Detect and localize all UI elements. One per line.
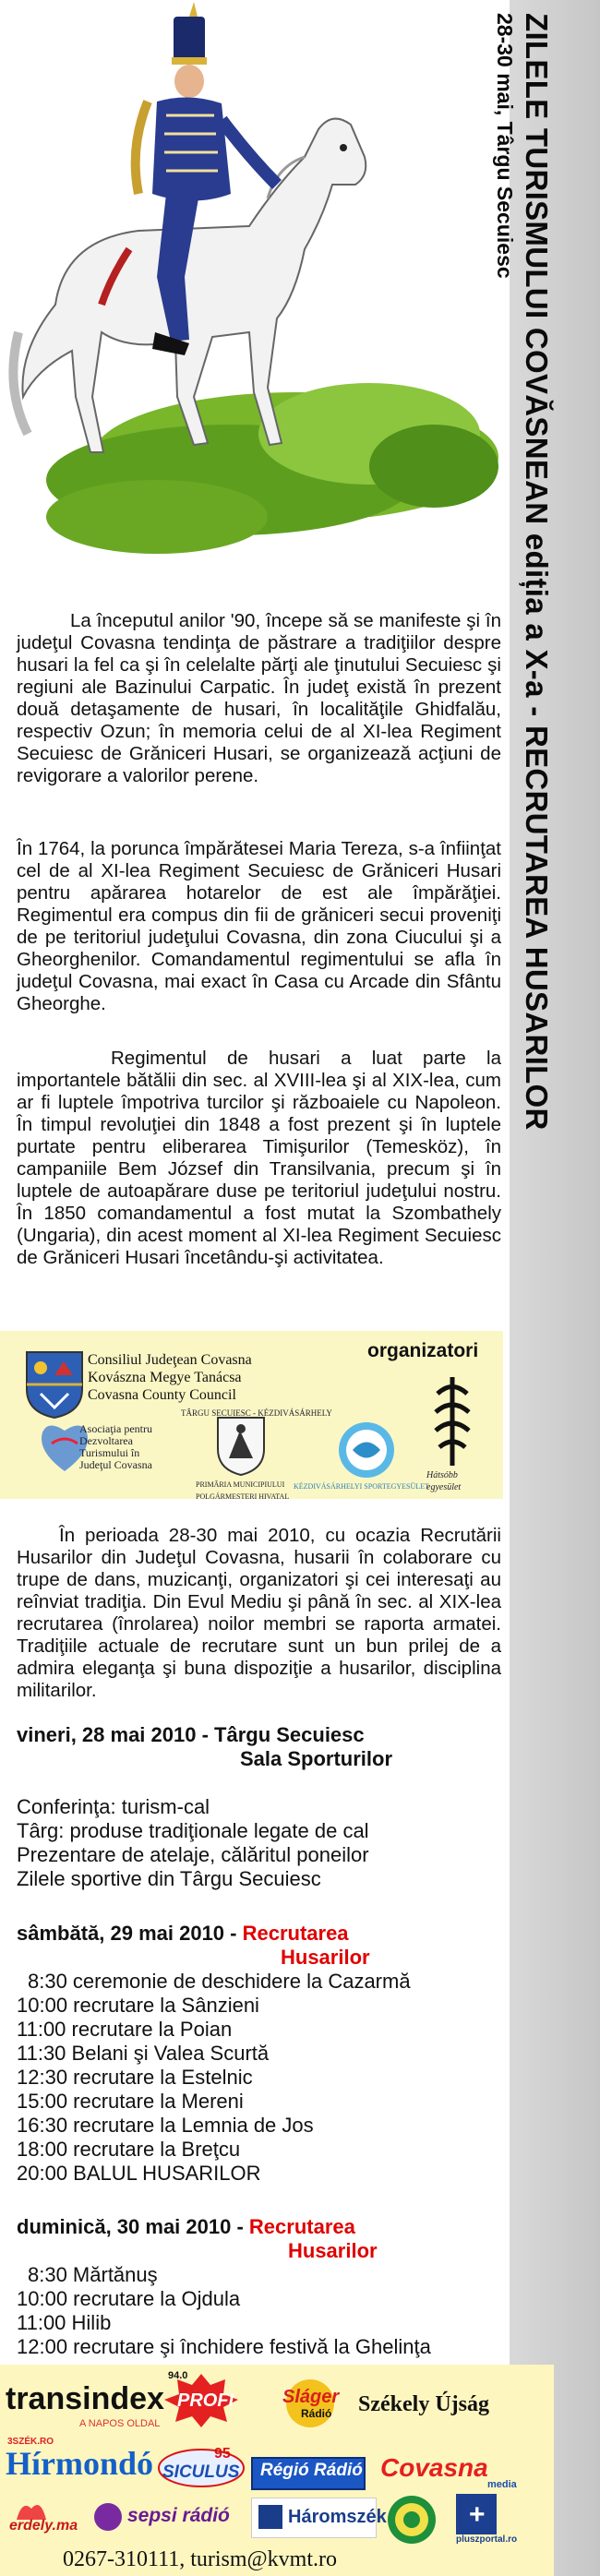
sepsi-radio-icon xyxy=(94,2503,122,2531)
list-item: 18:00 recrutare la Breţcu xyxy=(17,2138,241,2161)
list-item: 20:00 BALUL HUSARILOR xyxy=(17,2162,261,2185)
hussar-association-emblem-icon xyxy=(430,1375,474,1468)
list-item: 16:30 recrutare la Lemnia de Jos xyxy=(17,2114,314,2137)
haromszek-logo: Háromszék xyxy=(288,2507,387,2527)
list-item: 11:00 recrutare la Poian xyxy=(17,2018,233,2041)
erdely-ma-logo: erdely.ma xyxy=(9,2518,78,2534)
slager-radio-logo: Sláger xyxy=(282,2387,340,2407)
list-item: Zilele sportive din Târgu Secuiesc xyxy=(17,1867,321,1890)
list-item: 10:00 recrutare la Sânzieni xyxy=(17,1994,259,2017)
day-3-highlight: Recrutarea xyxy=(248,2215,355,2238)
county-council-text: Consiliul Judeţean Covasna Kovászna Megye Tanácsa Covasna County Council xyxy=(88,1352,252,1403)
transindex-tagline: A NAPOS OLDAL xyxy=(79,2418,161,2429)
city-hall-crest-icon xyxy=(212,1412,270,1477)
day-3-heading: duminică, 30 mai 2010 - xyxy=(17,2215,249,2238)
list-item: 12:00 recrutare şi închidere festivă la Ghelinţa xyxy=(17,2335,431,2358)
schedule-day-3 xyxy=(17,2215,506,2359)
list-item: 10:00 recrutare la Ojdula xyxy=(17,2287,241,2310)
day-1-heading: vineri, 28 mai 2010 - Târgu Secuiesc xyxy=(17,1723,365,1746)
profi-frequency: 94.0 xyxy=(168,2370,188,2381)
sponsors-box: transindex A NAPOS OLDAL 94.0 PROFI Sláger Rádió Székely Újság 3SZÉK.RO Hírmondó 95 SICULUS Régió Rádió Covasna media erdely.ma sepsi rádió Háromszék + pluszportal.ro 0267-310111, turism@kvmt.ro xyxy=(0,2365,554,2576)
list-item: 15:00 recrutare la Mereni xyxy=(17,2090,244,2113)
green-seal-logo-icon xyxy=(386,2494,438,2546)
intro-paragraph-2: În 1764, la porunca împărătesei Maria Tereza, s-a înfiinţat cel de al XI-lea Regiment Secuiesc de Grăniceri Husari pentru apărarea hotarelor de est ale împărăţiei. Regimentul era compus din fii de grăniceri secui proveniţi de pe teritoriul judeţului Covasna, din zona Ciucului şi a Gheorghenilor. Comandamentul regimentului se afla în judeţul Covasna, mai exact în Casa cu Arcade din Sfântu Gheorghe. xyxy=(17,838,501,1014)
siculus-radio-logo: SICULUS xyxy=(162,2462,240,2482)
city-hall-top-text: TÂRGU SECUIESC - KÉZDIVÁSÁRHELY xyxy=(181,1408,332,1418)
covasna-media-logo: Covasna xyxy=(380,2453,488,2482)
szekely-ujsag-logo: Székely Újság xyxy=(358,2392,489,2416)
slager-radio-sub: Rádió xyxy=(301,2407,332,2420)
organizers-heading: organizatori xyxy=(367,1340,479,1361)
sports-club-text: KÉZDIVÁSÁRHELYI SPORTEGYESÜLET xyxy=(294,1482,429,1491)
hussar-horse-illustration xyxy=(0,0,508,572)
hirmondo-top: 3SZÉK.RO xyxy=(7,2437,54,2447)
county-coat-of-arms-icon xyxy=(22,1348,87,1420)
schedule-day-1 xyxy=(17,1723,506,1891)
organizers-box xyxy=(0,1331,503,1499)
sepsi-radio-logo: sepsi rádió xyxy=(127,2505,230,2526)
hirmondo-logo: Hírmondó xyxy=(6,2445,154,2482)
regio-radio-logo: Régió Rádió xyxy=(260,2461,363,2480)
list-item: 11:00 Hilib xyxy=(17,2311,112,2334)
haromszek-icon xyxy=(258,2505,282,2529)
hussar-association-text: Hátsóbb egyesület xyxy=(426,1470,462,1492)
program-intro-paragraph: În perioada 28-30 mai 2010, cu ocazia Recrutării Husarilor din Judeţul Covasna, husarii în colaborare cu trupe de dans, muzicanţi, organizatori şi cei interesaţi au reînviat tradiţia. Din Evul Mediu şi până în sec. al XIX-lea recrutarea (înrolarea) noilor membri se raporta armatei. Tradiţiile actuale de recrutare sunt un bun prilej de a admira eleganţa şi buna dispoziţie a husarilor, disciplina militarilor. xyxy=(17,1525,501,1701)
intro-paragraph-1: La începutul anilor '90, începe să se manifeste şi în judeţul Covasna tendinţa de păstrare a tradiţiilor despre husari la fel ca şi în celelalte părţi ale ţinutului Secuiesc şi regiuni ale Bazinului Carpatic. În judeţ există în prezent două detaşamente de husari, în localităţile Ghidfalău, respectiv Ozun; în memoria celui de al XI-lea Regiment Secuiesc de Grăniceri Husari, se organizează acţiuni de revigorare a valorilor perene. xyxy=(17,610,501,786)
transindex-logo: transindex xyxy=(6,2381,164,2416)
day-2-highlight: Recrutarea xyxy=(242,1922,349,1945)
profi-radio-logo: PROFI xyxy=(177,2390,234,2411)
event-date-place: 28-30 mai, Târgu Secuiesc xyxy=(493,13,517,279)
day-3-highlight-2: Husarilor xyxy=(288,2239,378,2262)
day-2-heading: sâmbătă, 29 mai 2010 - xyxy=(17,1922,243,1945)
list-item: 8:30 ceremonie de deschidere la Cazarmă xyxy=(28,1970,411,1993)
tourism-association-text: Asociaţia pentru Dezvoltarea Turismului în Judeţul Covasna xyxy=(79,1422,152,1471)
sports-club-logo-icon xyxy=(334,1418,399,1482)
event-title: ZILELE TURISMULUI COVĂSNEAN ediția a X-a - RECRUTAREA HUSARILOR xyxy=(520,13,554,1131)
contact-info: 0267-310111, turism@kvmt.ro xyxy=(63,2547,337,2571)
covasna-media-sub: media xyxy=(487,2479,517,2490)
list-item: Prezentare de atelaje, călăritul poneilor xyxy=(17,1843,369,1866)
intro-paragraph-3: Regimentul de husari a luat parte la importantele bătălii din sec. al XVIII-lea şi al XIX-lea, cum ar fi luptele împotriva turcilor şi războaiele cu Napoleon. În timpul revoluţiei din 1848 a fost prezent şi în luptele purtate pentru eliberarea Timişurilor (Temesköz), în campaniile Bem József din Transilvania, precum şi în luptele de autoapărare duse pe teritoriul judeţului nostru. În 1850 comandamentul a fost mutat la Szombathely (Ungaria), din acest moment al XI-lea Regiment Secuiesc de Grăniceri Husari încetându-şi activitatea. xyxy=(17,1048,501,1268)
list-item: 12:30 recrutare la Estelnic xyxy=(17,2066,253,2089)
day-2-highlight-2: Husarilor xyxy=(281,1946,370,1969)
schedule-day-2 xyxy=(17,1922,506,2186)
siculus-frequency: 95 xyxy=(214,2446,231,2462)
list-item: Târg: produse tradiţionale legate de cal xyxy=(17,1819,369,1842)
list-item: 8:30 Mărtănuş xyxy=(28,2263,158,2286)
day-1-venue: Sala Sporturilor xyxy=(240,1747,393,1770)
list-item: Conferinţa: turism-cal xyxy=(17,1795,210,1818)
pluszportal-logo: pluszportal.ro xyxy=(456,2534,518,2545)
list-item: 11:30 Belani şi Valea Scurtă xyxy=(17,2042,270,2065)
city-hall-bottom-text: PRIMĂRIA MUNICIPIULUI POLGÁRMESTERI HIVATAL xyxy=(196,1480,290,1501)
